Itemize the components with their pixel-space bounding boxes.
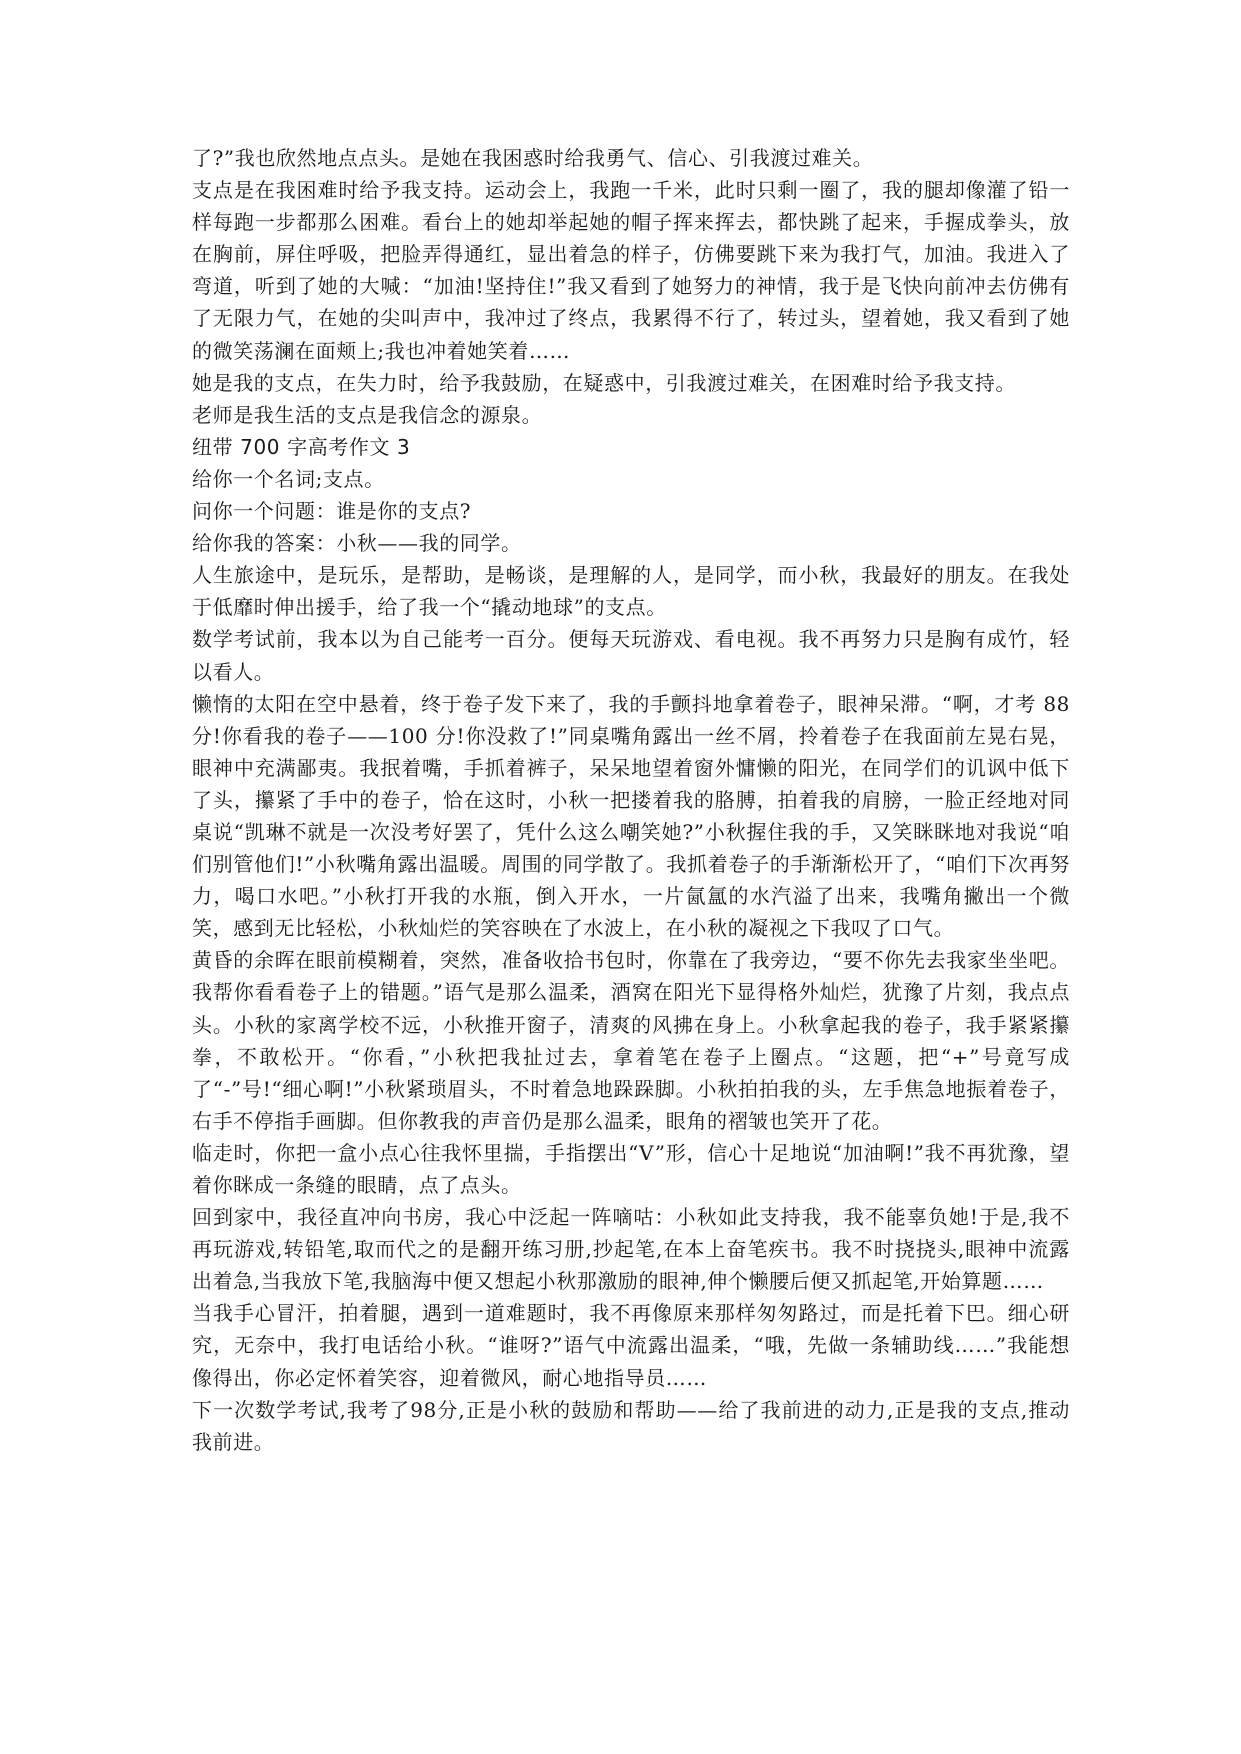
paragraph: 问你一个问题：谁是你的支点? (192, 499, 472, 524)
paragraph: 支点是在我困难时给予我支持。运动会上，我跑一千米，此时只剩一圈了，我的腿却像灌了铅一样每跑一步都那么困难。看台上的她却举起她的帽子挥来挥去，都快跳了起来，手握成拳头，放在胸前，屏住呼吸，把脸弄得通红，显出着急的样子，仿佛要跳下来为我打气，加油。我进入了弯道，听到了她的大喊：“加油!坚持住!”我又看到了她努力的神情，我于是飞快向前冲去仿佛有了无限力气，在她的尖叫声中，我冲过了终点，我累得不行了，转过头，望着她，我又看到了她的微笑荡澜在面颊上;我也冲着她笑着…… (192, 178, 1070, 363)
paragraph: 当我手心冒汗，拍着腿，遇到一道难题时，我不再像原来那样匆匆路过，而是托着下巴。细心研究，无奈中，我打电话给小秋。“谁呀?”语气中流露出温柔，“哦，先做一条辅助线……”我能想像得出，你必定怀着笑容，迎着微风，耐心地指导员…… (192, 1301, 1070, 1390)
paragraph: 人生旅途中，是玩乐，是帮助，是畅谈，是理解的人，是同学，而小秋，我最好的朋友。在我处于低靡时伸出援手，给了我一个“撬动地球”的支点。 (192, 563, 1070, 620)
paragraph: 下一次数学考试,我考了98分,正是小秋的鼓励和帮助——给了我前进的动力,正是我的支点,推动我前进。 (192, 1397, 1070, 1454)
paragraph: 黄昏的余晖在眼前模糊着，突然，准备收拾书包时，你靠在了我旁边，“要不你先去我家坐坐吧。我帮你看看卷子上的错题。”语气是那么温柔，酒窝在阳光下显得格外灿烂，犹豫了片刻，我点点头。小秋的家离学校不远，小秋推开窗子，清爽的风拂在身上。小秋拿起我的卷子，我手紧紧攥拳，不敢松开。“你看，”小秋把我扯过去，拿着笔在卷子上圈点。“这题，把“+”号竟写成了“-”号!“细心啊!”小秋紧琐眉头，不时着急地跺跺脚。小秋拍拍我的头，左手焦急地振着卷子，右手不停指手画脚。但你教我的声音仍是那么温柔，眼角的褶皱也笑开了花。 (192, 948, 1070, 1133)
paragraph: 临走时，你把一盒小点心往我怀里揣，手指摆出“V”形，信心十足地说“加油啊!”我不再犹豫，望着你眯成一条缝的眼睛，点了点头。 (192, 1140, 1070, 1197)
essay-body (192, 142, 1070, 1458)
paragraph: 数学考试前，我本以为自己能考一百分。便每天玩游戏、看电视。我不再努力只是胸有成竹，轻以看人。 (192, 627, 1070, 684)
paragraph: 给你我的答案：小秋——我的同学。 (192, 531, 522, 556)
paragraph: 回到家中，我径直冲向书房，我心中泛起一阵嘀咕：小秋如此支持我，我不能辜负她!于是,我不再玩游戏,转铅笔,取而代之的是翻开练习册,抄起笔,在本上奋笔疾书。我不时挠挠头,眼神中流露出着急,当我放下笔,我脑海中便又想起小秋那激励的眼神,伸个懒腰后便又抓起笔,开始算题…… (192, 1205, 1070, 1294)
paragraph: 老师是我生活的支点是我信念的源泉。 (192, 402, 543, 427)
paragraph: 了?”我也欣然地点点头。是她在我困惑时给我勇气、信心、引我渡过难关。 (192, 146, 874, 170)
paragraph: 她是我的支点，在失力时，给予我鼓励，在疑惑中，引我渡过难关，在困难时给予我支持。 (192, 370, 1016, 395)
paragraph: 懒惰的太阳在空中悬着，终于卷子发下来了，我的手颤抖地拿着卷子，眼神呆滞。“啊，才考 88 分!你看我的卷子——100 分!你没救了!”同桌嘴角露出一丝不屑，拎着卷子在我面前左晃右晃，眼神中充满鄙夷。我抿着嘴，手抓着裤子，呆呆地望着窗外慵懒的阳光，在同学们的讥讽中低下了头，攥紧了手中的卷子，恰在这时，小秋一把搂着我的胳膊，拍着我的肩膀，一脸正经地对同桌说“凯琳不就是一次没考好罢了，凭什么这么嘲笑她?”小秋握住我的手，又笑眯眯地对我说“咱们别管他们!”小秋嘴角露出温暖。周围的同学散了。我抓着卷子的手渐渐松开了，“咱们下次再努力，喝口水吧。”小秋打开我的水瓶，倒入开水，一片氤氲的水汽溢了出来，我嘴角撇出一个微笑，感到无比轻松，小秋灿烂的笑容映在了水波上，在小秋的凝视之下我叹了口气。 (192, 691, 1070, 941)
essay-heading: 纽带 700 字高考作文 3 (192, 434, 411, 459)
paragraph: 给你一个名词;支点。 (192, 466, 385, 491)
